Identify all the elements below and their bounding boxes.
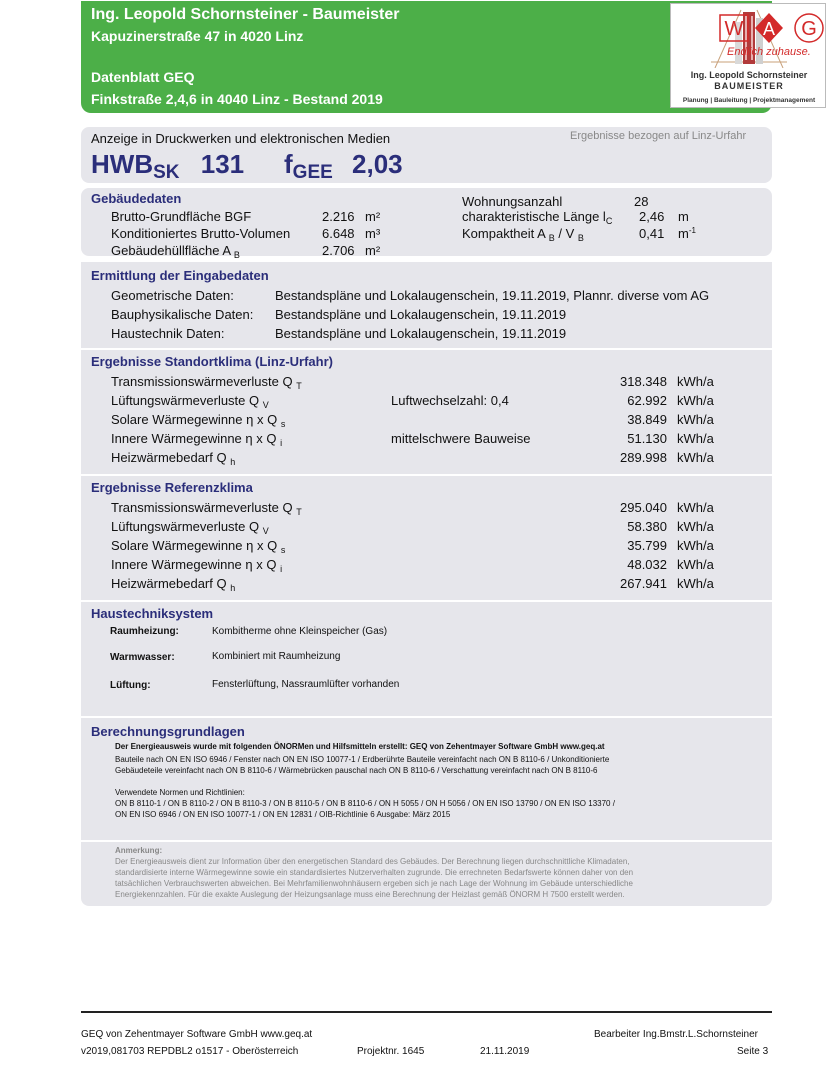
wag-letters-icon: [717, 11, 832, 43]
wohnungsanzahl-value: 28: [634, 194, 649, 209]
grundlagen-intro: Der Energieausweis wurde mit folgenden ÖNORMen und Hilfsmitteln erstellt: GEQ von Zehentmayer Software GmbH www.geq.at: [115, 742, 605, 751]
grundlagen-title: Berechnungsgrundlagen: [91, 724, 245, 739]
wag-letter-w: W: [724, 18, 744, 40]
wohnungsanzahl-label: Wohnungsanzahl: [462, 194, 563, 209]
fgee-sub: GEE: [292, 162, 333, 183]
fgee-label: f: [284, 149, 293, 179]
standort-row-unit: kWh/a: [677, 431, 714, 446]
referenz-row-label: Heizwärmebedarf Q $_h$: [111, 576, 236, 593]
kompaktheit-value: 0,41: [639, 226, 665, 241]
bgf-label: Brutto-Grundfläche BGF: [111, 209, 252, 224]
anmerkung-panel: [81, 842, 772, 906]
standort-row-unit: kWh/a: [677, 393, 714, 408]
kompaktheit-label: Kompaktheit A $_B$ / V $_B$: [462, 226, 584, 243]
referenz-row-unit: kWh/a: [677, 519, 714, 534]
laenge-unit: m: [678, 209, 689, 224]
haustechnik-panel: [81, 602, 772, 716]
referenz-row-value: 58.380: [627, 519, 667, 534]
summary-reference: Ergebnisse bezogen auf Linz-Urfahr: [570, 130, 747, 142]
gebaeude-panel: [81, 188, 772, 260]
header-banner: [81, 1, 816, 113]
haustechnik-title: Haustechniksystem: [91, 606, 214, 621]
standort-row-value: 62.992: [627, 393, 667, 408]
gebaeude-title: Gebäudedaten: [91, 191, 182, 206]
hwb-label: HWB: [91, 149, 154, 179]
referenz-row-label: Transmissionswärmeverluste Q $_T$: [111, 500, 302, 517]
hwb-indicator: [91, 149, 244, 184]
laenge-label: charakteristische Länge $l_C$: [462, 209, 613, 226]
geometrie-label: Geometrische Daten:: [111, 288, 234, 303]
raumheizung-value: Kombitherme ohne Kleinspeicher (Gas): [212, 626, 388, 637]
wag-letter-g: G: [801, 18, 817, 40]
warmwasser-value: Kombiniert mit Raumheizung: [212, 651, 341, 662]
sheet-title: Datenblatt GEQ: [91, 69, 195, 85]
hwb-sub: SK: [153, 162, 180, 183]
grundlagen-panel: [81, 718, 772, 840]
referenz-row-label: Innere Wärmegewinne η x Q $_i$: [111, 557, 283, 574]
geometrie-value: Bestandspläne und Lokalaugenschein, 19.11.2019, Plannr. diverse vom AG: [275, 288, 710, 303]
bauphysik-value: Bestandspläne und Lokalaugenschein, 19.11.2019: [275, 307, 567, 322]
volume-value: 6.648: [322, 226, 355, 241]
hwb-value: 131: [200, 149, 245, 179]
lueftung-label: Lüftung:: [110, 680, 151, 691]
logo-title: BAUMEISTER: [714, 81, 784, 91]
raumheizung-label: Raumheizung:: [110, 626, 179, 637]
standort-row-label: Heizwärmebedarf Q $_h$: [111, 450, 236, 467]
haustechnik-daten-value: Bestandspläne und Lokalaugenschein, 19.11.2019: [275, 326, 567, 341]
referenz-row-unit: kWh/a: [677, 538, 714, 553]
summary-caption: Anzeige in Druckwerken und elektronischen Medien: [91, 131, 391, 146]
bauphysik-label: Bauphysikalische Daten:: [111, 307, 254, 322]
fgee-indicator: [284, 149, 403, 184]
anmerkung-line: standardisierte interne Wärmegewinne sowie ein standardisiertes Nutzerverhalten zugrunde. Die errechneten Bedarfswerte können daher von den: [115, 868, 634, 877]
referenz-panel: [81, 476, 772, 600]
standort-row-note: Luftwechselzahl: 0,4: [391, 393, 509, 408]
footer-version: v2019,081703 REPDBL2 o1517 - Oberösterreich: [81, 1046, 299, 1057]
anmerkung-line: Energiekennzahlen. Für die exakte Auslegung der Heizungsanlage muss eine Berechnung der Heizlast gemäß ÖNORM H 7500 erstellt werden.: [115, 890, 625, 899]
standort-row-value: 318.348: [620, 374, 667, 389]
referenz-row-value: 295.040: [620, 500, 667, 515]
standort-title: Ergebnisse Standortklima (Linz-Urfahr): [91, 354, 333, 369]
bgf-value: 2.216: [322, 209, 355, 224]
referenz-row-label: Lüftungswärmeverluste Q $_V$: [111, 519, 269, 536]
referenz-row-label: Solare Wärmegewinne η x Q $_s$: [111, 538, 286, 555]
anmerkung-line: tatsächlichen Verbrauchswerten abweichen. Bei Mehrfamilienwohnhäusern ergeben sich je nach Lage der Wohnung im Gebäude unterschiedliche: [115, 879, 633, 888]
standort-panel: [81, 350, 772, 474]
eingabe-title: Ermittlung der Eingabedaten: [91, 268, 269, 283]
normen-line2: ON EN ISO 6946 / ON EN ISO 10077-1 / ON EN 12831 / OIB-Richtlinie 6 Ausgabe: März 2015: [115, 810, 451, 819]
fgee-value: 2,03: [352, 149, 403, 179]
project-title: Finkstraße 2,4,6 in 4040 Linz - Bestand 2019: [91, 91, 383, 107]
standort-row-label: Innere Wärmegewinne η x Q $_i$: [111, 431, 283, 448]
grundlagen-line1: Bauteile nach ON EN ISO 6946 / Fenster nach ON EN ISO 10077-1 / Erdberührte Bauteile vereinfacht nach ON B 8110-6 / Unkonditionierte: [115, 755, 610, 764]
huellflaeche-value: 2.706: [322, 243, 355, 258]
footer-projekt: Projektnr. 1645: [357, 1046, 425, 1057]
referenz-row-value: 35.799: [627, 538, 667, 553]
wag-tagline: Endlich zuhause.: [727, 46, 811, 58]
footer-bearbeiter: Bearbeiter Ing.Bmstr.L.Schornsteiner: [594, 1029, 758, 1040]
anmerkung-line: Der Energieausweis dient zur Information über den energetischen Standard des Gebäudes. Der Berechnung liegen durchschnittliche Klimadaten,: [115, 857, 630, 866]
standort-row-unit: kWh/a: [677, 374, 714, 389]
referenz-row-unit: kWh/a: [677, 576, 714, 591]
footer-datum: 21.11.2019: [480, 1046, 530, 1057]
footer-rule: [81, 1011, 772, 1013]
lueftung-value: Fensterlüftung, Nassraumlüfter vorhanden: [212, 679, 400, 690]
eingabe-panel: [81, 262, 772, 348]
haustechnik-daten-label: Haustechnik Daten:: [111, 326, 225, 341]
anmerkung-title: Anmerkung:: [115, 846, 163, 855]
standort-row-label: Lüftungswärmeverluste Q $_V$: [111, 393, 269, 410]
referenz-title: Ergebnisse Referenzklima: [91, 480, 253, 495]
huellflaeche-label: Gebäudehüllfläche A $_B$: [111, 243, 240, 260]
logo-services: Planung | Bauleitung | Projektmanagement: [682, 97, 816, 104]
normen-title: Verwendete Normen und Richtlinien:: [115, 788, 245, 797]
laenge-value: 2,46: [639, 209, 665, 224]
wag-letter-a: A: [762, 19, 776, 39]
bgf-unit: m²: [365, 209, 381, 224]
standort-row-value: 289.998: [620, 450, 667, 465]
wag-logo: [717, 5, 832, 65]
footer-software: GEQ von Zehentmayer Software GmbH www.geq.at: [81, 1029, 313, 1040]
standort-row-note: mittelschwere Bauweise: [391, 431, 531, 446]
huellflaeche-unit: m²: [365, 243, 381, 258]
footer-seite: Seite 3: [737, 1046, 769, 1057]
standort-row-label: Solare Wärmegewinne η x Q $_s$: [111, 412, 286, 429]
referenz-row-value: 267.941: [620, 576, 667, 591]
grundlagen-line2: Gebäudeteile vereinfacht nach ON B 8110-6 / Wärmebrücken pauschal nach ON B 8110-6 / Verschattung vereinfacht nach ON B 8110-6: [115, 766, 598, 775]
standort-row-label: Transmissionswärmeverluste Q $_T$: [111, 374, 302, 391]
volume-unit: m³: [365, 226, 381, 241]
summary-panel: [81, 127, 772, 183]
standort-row-value: 38.849: [627, 412, 667, 427]
company-address: Kapuzinerstraße 47 in 4020 Linz: [91, 28, 304, 44]
standort-row-unit: kWh/a: [677, 450, 714, 465]
referenz-row-unit: kWh/a: [677, 557, 714, 572]
warmwasser-label: Warmwasser:: [110, 652, 175, 663]
normen-line1: ON B 8110-1 / ON B 8110-2 / ON B 8110-3 / ON B 8110-5 / ON B 8110-6 / ON H 5055 / ON H 5056 / ON EN ISO 13790 / ON EN ISO 13370 /: [115, 799, 615, 808]
standort-row-value: 51.130: [627, 431, 667, 446]
logo-name: Ing. Leopold Schornsteiner: [690, 70, 808, 80]
volume-label: Konditioniertes Brutto-Volumen: [111, 226, 291, 241]
referenz-row-unit: kWh/a: [677, 500, 714, 515]
referenz-row-value: 48.032: [627, 557, 667, 572]
kompaktheit-unit: $m^{-1}$: [678, 226, 696, 241]
company-name: Ing. Leopold Schornsteiner - Baumeister: [91, 6, 400, 23]
standort-row-unit: kWh/a: [677, 412, 714, 427]
